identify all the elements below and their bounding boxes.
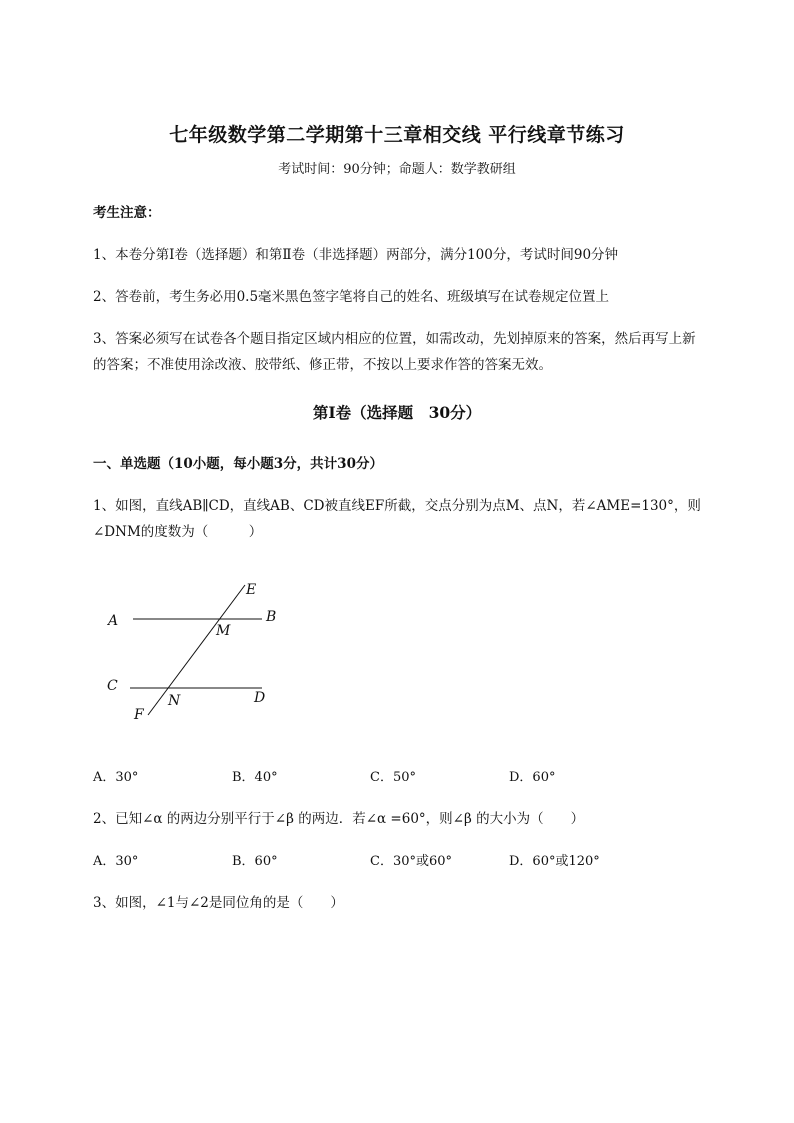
line-ef [148,585,245,715]
label-e: E [246,582,257,598]
question-2-text: 2、已知∠α 的两边分别平行于∠β 的两边．若∠α =60°，则∠β 的大小为（ ） [93,811,585,827]
question-1-option-a: A．30° [93,770,139,785]
label-n: N [168,693,181,709]
label-c: C [107,678,118,694]
question-2-option-c: C．30°或60° [370,854,453,869]
question-2-option-a: A．30° [93,854,139,869]
notice-item-3: 3、答案必须写在试卷各个题目指定区域内相应的位置，如需改动，先划掉原来的答案，然后再写上新 [93,331,696,347]
section-title: 第I卷（选择题 30分） [312,403,482,422]
notice-item-1: 1、本卷分第I卷（选择题）和第Ⅱ卷（非选择题）两部分，满分100分，考试时间90分钟 [93,247,619,263]
label-d: D [254,690,266,706]
parallel-lines-figure [100,575,290,725]
question-1-option-c: C．50° [370,770,416,785]
question-1-option-d: D．60° [509,770,556,785]
label-f: F [134,707,144,723]
part-heading: 一、单选题（10小题，每小题3分，共计30分） [93,456,383,472]
label-a: A [108,613,119,629]
notice-item-2: 2、答卷前，考生务必用0.5毫米黑色签字笔将自己的姓名、班级填写在试卷规定位置上 [93,289,610,305]
page-title: 七年级数学第二学期第十三章相交线 平行线章节练习 [169,124,625,146]
exam-info: 考试时间：90分钟；命题人：数学教研组 [278,162,516,177]
label-m: M [216,623,231,639]
question-1-text: 1、如图，直线AB∥CD，直线AB、CD被直线EF所截，交点分别为点M、点N，若∠AME=130°，则 [93,498,701,514]
question-1-text-cont: ∠DNM的度数为（ ） [93,524,263,540]
question-3-text: 3、如图，∠1与∠2是同位角的是（ ） [93,895,344,911]
notice-item-3-cont: 的答案；不准使用涂改液、胶带纸、修正带，不按以上要求作答的答案无效。 [93,357,552,373]
label-b: B [266,609,277,625]
question-2-option-d: D．60°或120° [509,854,600,869]
question-1-option-b: B．40° [232,770,278,785]
notice-heading: 考生注意： [93,205,161,221]
question-2-option-b: B．60° [232,854,278,869]
